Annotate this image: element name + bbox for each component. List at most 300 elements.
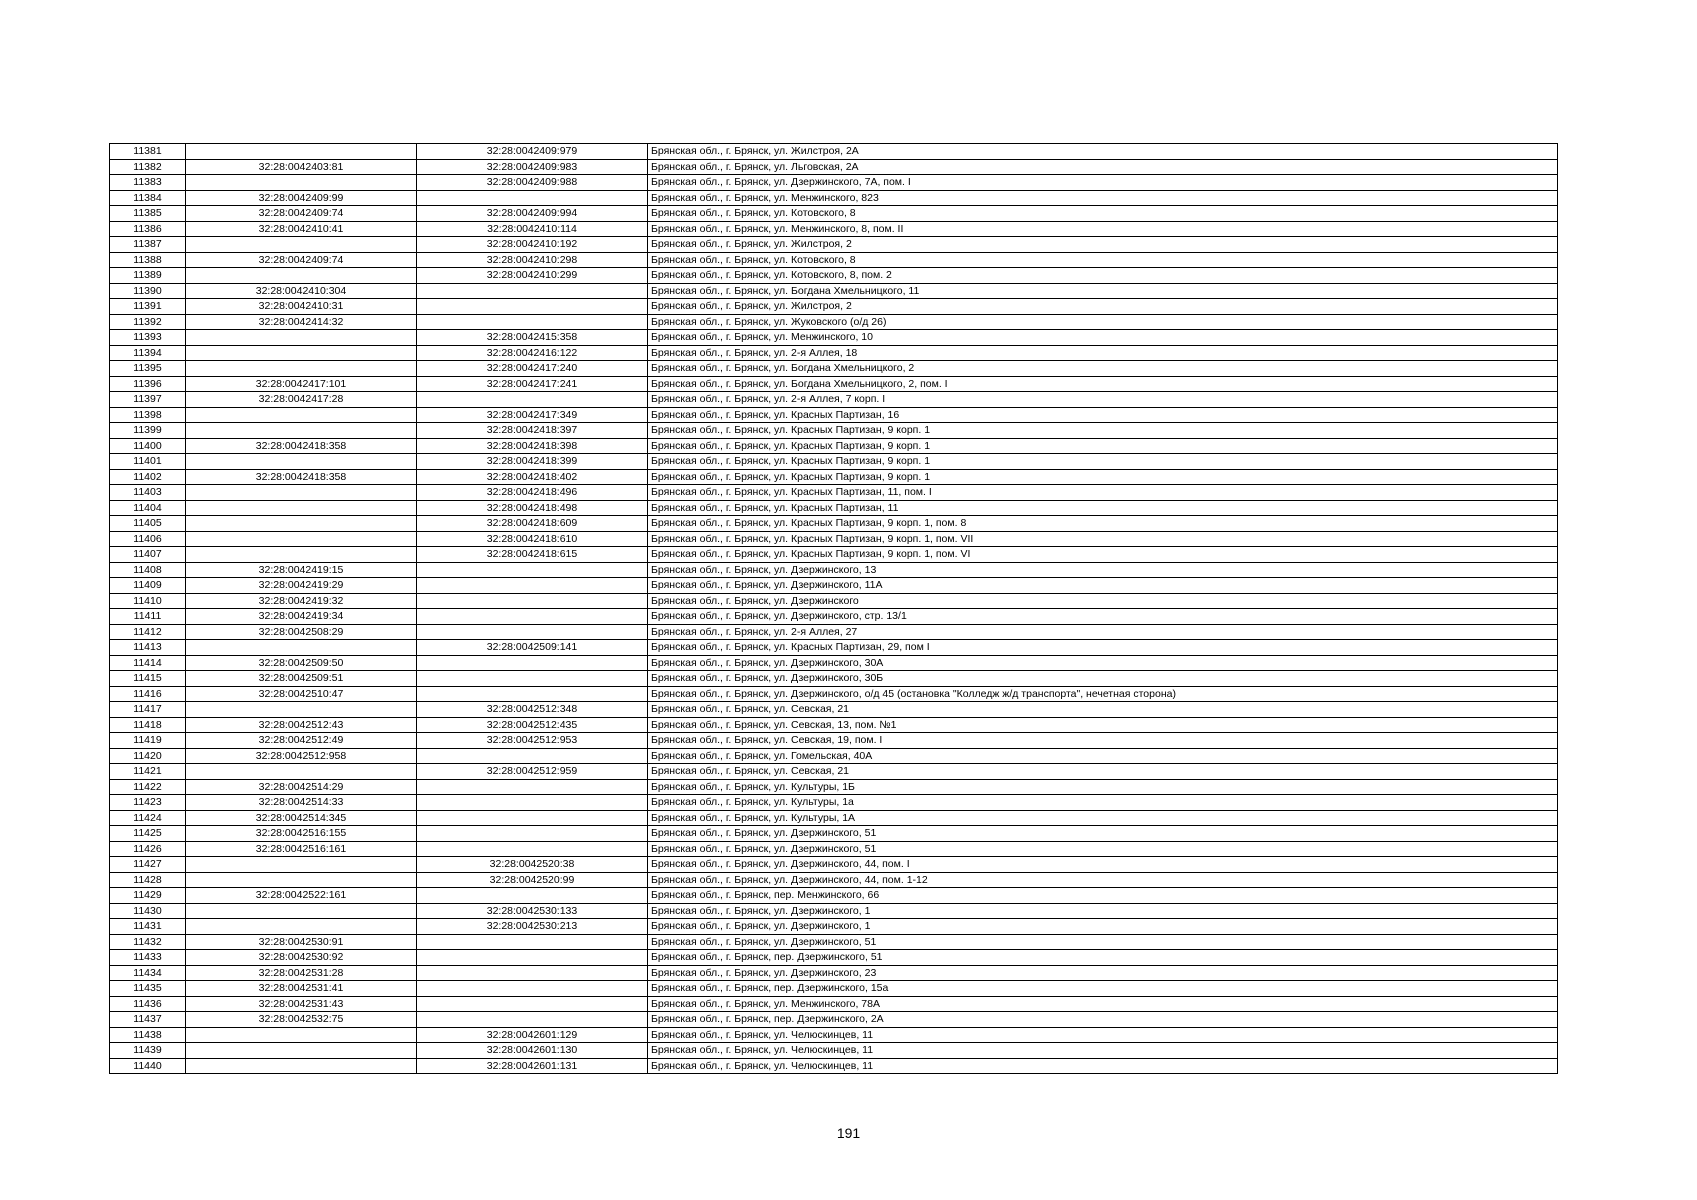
object-cadastral-number-cell: 32:28:0042417:241: [417, 376, 648, 392]
land-cadastral-number-cell: 32:28:0042409:74: [186, 206, 417, 222]
object-cadastral-number-cell: 32:28:0042410:192: [417, 237, 648, 253]
object-cadastral-number-cell: [417, 299, 648, 315]
row-number-cell: 11436: [110, 996, 186, 1012]
land-cadastral-number-cell: [186, 144, 417, 160]
land-cadastral-number-cell: 32:28:0042512:958: [186, 748, 417, 764]
address-cell: Брянская обл., г. Брянск, ул. Красных Партизан, 11, пом. I: [648, 485, 1558, 501]
table-row: [110, 810, 1558, 826]
object-cadastral-number-cell: 32:28:0042418:399: [417, 454, 648, 470]
row-number-cell: 11410: [110, 593, 186, 609]
object-cadastral-number-cell: [417, 1012, 648, 1028]
register-table: [109, 143, 1558, 1074]
table-row: [110, 950, 1558, 966]
address-cell: Брянская обл., г. Брянск, ул. Менжинского, 78А: [648, 996, 1558, 1012]
row-number-cell: 11411: [110, 609, 186, 625]
table-row: [110, 764, 1558, 780]
object-cadastral-number-cell: [417, 624, 648, 640]
address-cell: Брянская обл., г. Брянск, ул. Культуры, 1А: [648, 810, 1558, 826]
row-number-cell: 11425: [110, 826, 186, 842]
address-cell: Брянская обл., г. Брянск, ул. 2-я Аллея, 7 корп. I: [648, 392, 1558, 408]
address-cell: Брянская обл., г. Брянск, ул. Дзержинского, 51: [648, 934, 1558, 950]
row-number-cell: 11412: [110, 624, 186, 640]
land-cadastral-number-cell: 32:28:0042418:358: [186, 469, 417, 485]
address-cell: Брянская обл., г. Брянск, ул. Котовского, 8: [648, 206, 1558, 222]
register-table-body: [110, 144, 1558, 1074]
table-row: [110, 531, 1558, 547]
object-cadastral-number-cell: 32:28:0042520:99: [417, 872, 648, 888]
table-row: [110, 299, 1558, 315]
land-cadastral-number-cell: 32:28:0042419:34: [186, 609, 417, 625]
object-cadastral-number-cell: 32:28:0042416:122: [417, 345, 648, 361]
address-cell: Брянская обл., г. Брянск, ул. Котовского, 8, пом. 2: [648, 268, 1558, 284]
row-number-cell: 11424: [110, 810, 186, 826]
address-cell: Брянская обл., г. Брянск, ул. Дзержинского, 1: [648, 919, 1558, 935]
land-cadastral-number-cell: 32:28:0042514:33: [186, 795, 417, 811]
address-cell: Брянская обл., г. Брянск, ул. Жилстроя, 2А: [648, 144, 1558, 160]
land-cadastral-number-cell: [186, 500, 417, 516]
row-number-cell: 11408: [110, 562, 186, 578]
object-cadastral-number-cell: 32:28:0042530:213: [417, 919, 648, 935]
row-number-cell: 11398: [110, 407, 186, 423]
object-cadastral-number-cell: [417, 655, 648, 671]
land-cadastral-number-cell: 32:28:0042410:41: [186, 221, 417, 237]
address-cell: Брянская обл., г. Брянск, пер. Дзержинского, 15а: [648, 981, 1558, 997]
address-cell: Брянская обл., г. Брянск, ул. Жуковского (о/д 26): [648, 314, 1558, 330]
object-cadastral-number-cell: [417, 810, 648, 826]
object-cadastral-number-cell: 32:28:0042418:402: [417, 469, 648, 485]
address-cell: Брянская обл., г. Брянск, ул. Дзержинского, о/д 45 (остановка "Колледж ж/д транспорта", нечетная сторона): [648, 686, 1558, 702]
land-cadastral-number-cell: 32:28:0042514:345: [186, 810, 417, 826]
table-row: [110, 376, 1558, 392]
object-cadastral-number-cell: [417, 392, 648, 408]
object-cadastral-number-cell: [417, 826, 648, 842]
land-cadastral-number-cell: 32:28:0042509:51: [186, 671, 417, 687]
object-cadastral-number-cell: [417, 578, 648, 594]
object-cadastral-number-cell: [417, 779, 648, 795]
land-cadastral-number-cell: [186, 872, 417, 888]
address-cell: Брянская обл., г. Брянск, ул. 2-я Аллея, 18: [648, 345, 1558, 361]
table-row: [110, 314, 1558, 330]
land-cadastral-number-cell: [186, 175, 417, 191]
row-number-cell: 11423: [110, 795, 186, 811]
object-cadastral-number-cell: 32:28:0042418:609: [417, 516, 648, 532]
object-cadastral-number-cell: 32:28:0042409:988: [417, 175, 648, 191]
address-cell: Брянская обл., г. Брянск, ул. Богдана Хмельницкого, 2: [648, 361, 1558, 377]
land-cadastral-number-cell: [186, 640, 417, 656]
row-number-cell: 11426: [110, 841, 186, 857]
row-number-cell: 11382: [110, 159, 186, 175]
object-cadastral-number-cell: 32:28:0042601:129: [417, 1027, 648, 1043]
table-row: [110, 175, 1558, 191]
table-row: [110, 857, 1558, 873]
land-cadastral-number-cell: 32:28:0042508:29: [186, 624, 417, 640]
table-row: [110, 872, 1558, 888]
object-cadastral-number-cell: [417, 562, 648, 578]
object-cadastral-number-cell: [417, 795, 648, 811]
row-number-cell: 11399: [110, 423, 186, 439]
land-cadastral-number-cell: 32:28:0042419:15: [186, 562, 417, 578]
address-cell: Брянская обл., г. Брянск, ул. Менжинского, 10: [648, 330, 1558, 346]
object-cadastral-number-cell: [417, 934, 648, 950]
table-row: [110, 903, 1558, 919]
land-cadastral-number-cell: 32:28:0042418:358: [186, 438, 417, 454]
table-row: [110, 345, 1558, 361]
table-row: [110, 717, 1558, 733]
row-number-cell: 11393: [110, 330, 186, 346]
object-cadastral-number-cell: 32:28:0042410:299: [417, 268, 648, 284]
land-cadastral-number-cell: [186, 407, 417, 423]
table-row: [110, 686, 1558, 702]
address-cell: Брянская обл., г. Брянск, пер. Дзержинского, 51: [648, 950, 1558, 966]
row-number-cell: 11400: [110, 438, 186, 454]
row-number-cell: 11427: [110, 857, 186, 873]
table-row: [110, 190, 1558, 206]
table-row: [110, 795, 1558, 811]
object-cadastral-number-cell: [417, 190, 648, 206]
address-cell: Брянская обл., г. Брянск, ул. Дзержинского, 51: [648, 841, 1558, 857]
object-cadastral-number-cell: 32:28:0042601:131: [417, 1058, 648, 1074]
row-number-cell: 11433: [110, 950, 186, 966]
land-cadastral-number-cell: 32:28:0042512:49: [186, 733, 417, 749]
object-cadastral-number-cell: 32:28:0042417:240: [417, 361, 648, 377]
row-number-cell: 11434: [110, 965, 186, 981]
row-number-cell: 11389: [110, 268, 186, 284]
object-cadastral-number-cell: 32:28:0042417:349: [417, 407, 648, 423]
row-number-cell: 11381: [110, 144, 186, 160]
row-number-cell: 11414: [110, 655, 186, 671]
table-row: [110, 268, 1558, 284]
land-cadastral-number-cell: [186, 1043, 417, 1059]
object-cadastral-number-cell: [417, 593, 648, 609]
row-number-cell: 11438: [110, 1027, 186, 1043]
object-cadastral-number-cell: [417, 283, 648, 299]
object-cadastral-number-cell: 32:28:0042512:348: [417, 702, 648, 718]
land-cadastral-number-cell: 32:28:0042510:47: [186, 686, 417, 702]
row-number-cell: 11439: [110, 1043, 186, 1059]
row-number-cell: 11440: [110, 1058, 186, 1074]
land-cadastral-number-cell: 32:28:0042419:32: [186, 593, 417, 609]
table-row: [110, 996, 1558, 1012]
land-cadastral-number-cell: [186, 764, 417, 780]
address-cell: Брянская обл., г. Брянск, ул. Льговская, 2А: [648, 159, 1558, 175]
address-cell: Брянская обл., г. Брянск, ул. Челюскинцев, 11: [648, 1058, 1558, 1074]
address-cell: Брянская обл., г. Брянск, ул. Дзержинского, 23: [648, 965, 1558, 981]
address-cell: Брянская обл., г. Брянск, ул. Богдана Хмельницкого, 11: [648, 283, 1558, 299]
table-row: [110, 981, 1558, 997]
table-row: [110, 624, 1558, 640]
address-cell: Брянская обл., г. Брянск, ул. Красных Партизан, 9 корп. 1: [648, 438, 1558, 454]
row-number-cell: 11428: [110, 872, 186, 888]
row-number-cell: 11437: [110, 1012, 186, 1028]
row-number-cell: 11391: [110, 299, 186, 315]
address-cell: Брянская обл., г. Брянск, ул. Гомельская, 40А: [648, 748, 1558, 764]
land-cadastral-number-cell: [186, 237, 417, 253]
address-cell: Брянская обл., г. Брянск, ул. Красных Партизан, 9 корп. 1, пом. VI: [648, 547, 1558, 563]
land-cadastral-number-cell: [186, 857, 417, 873]
object-cadastral-number-cell: 32:28:0042418:398: [417, 438, 648, 454]
table-row: [110, 919, 1558, 935]
land-cadastral-number-cell: 32:28:0042409:74: [186, 252, 417, 268]
row-number-cell: 11409: [110, 578, 186, 594]
address-cell: Брянская обл., г. Брянск, ул. Культуры, 1а: [648, 795, 1558, 811]
land-cadastral-number-cell: 32:28:0042530:91: [186, 934, 417, 950]
object-cadastral-number-cell: 32:28:0042512:435: [417, 717, 648, 733]
table-row: [110, 748, 1558, 764]
address-cell: Брянская обл., г. Брянск, ул. Красных Партизан, 11: [648, 500, 1558, 516]
object-cadastral-number-cell: 32:28:0042418:610: [417, 531, 648, 547]
row-number-cell: 11404: [110, 500, 186, 516]
table-row: [110, 779, 1558, 795]
row-number-cell: 11383: [110, 175, 186, 191]
address-cell: Брянская обл., г. Брянск, ул. Дзержинского, 44, пом. I: [648, 857, 1558, 873]
row-number-cell: 11415: [110, 671, 186, 687]
table-row: [110, 1043, 1558, 1059]
table-row: [110, 888, 1558, 904]
row-number-cell: 11397: [110, 392, 186, 408]
land-cadastral-number-cell: 32:28:0042410:304: [186, 283, 417, 299]
row-number-cell: 11406: [110, 531, 186, 547]
address-cell: Брянская обл., г. Брянск, ул. Жилстроя, 2: [648, 237, 1558, 253]
land-cadastral-number-cell: [186, 702, 417, 718]
land-cadastral-number-cell: 32:28:0042417:101: [186, 376, 417, 392]
table-row: [110, 655, 1558, 671]
table-row: [110, 562, 1558, 578]
object-cadastral-number-cell: 32:28:0042418:615: [417, 547, 648, 563]
object-cadastral-number-cell: 32:28:0042409:994: [417, 206, 648, 222]
row-number-cell: 11390: [110, 283, 186, 299]
address-cell: Брянская обл., г. Брянск, ул. Красных Партизан, 9 корп. 1: [648, 423, 1558, 439]
row-number-cell: 11401: [110, 454, 186, 470]
address-cell: Брянская обл., г. Брянск, пер. Дзержинского, 2А: [648, 1012, 1558, 1028]
row-number-cell: 11430: [110, 903, 186, 919]
row-number-cell: 11395: [110, 361, 186, 377]
table-row: [110, 144, 1558, 160]
address-cell: Брянская обл., г. Брянск, ул. Севская, 13, пом. №1: [648, 717, 1558, 733]
object-cadastral-number-cell: 32:28:0042418:496: [417, 485, 648, 501]
address-cell: Брянская обл., г. Брянск, ул. Дзержинского, 44, пом. 1-12: [648, 872, 1558, 888]
address-cell: Брянская обл., г. Брянск, ул. Севская, 21: [648, 764, 1558, 780]
address-cell: Брянская обл., г. Брянск, ул. Дзержинского, стр. 13/1: [648, 609, 1558, 625]
object-cadastral-number-cell: 32:28:0042512:959: [417, 764, 648, 780]
object-cadastral-number-cell: 32:28:0042512:953: [417, 733, 648, 749]
address-cell: Брянская обл., г. Брянск, ул. Жилстроя, 2: [648, 299, 1558, 315]
row-number-cell: 11407: [110, 547, 186, 563]
address-cell: Брянская обл., г. Брянск, ул. Дзержинского, 30А: [648, 655, 1558, 671]
object-cadastral-number-cell: 32:28:0042410:114: [417, 221, 648, 237]
object-cadastral-number-cell: [417, 841, 648, 857]
land-cadastral-number-cell: 32:28:0042419:29: [186, 578, 417, 594]
row-number-cell: 11388: [110, 252, 186, 268]
land-cadastral-number-cell: 32:28:0042410:31: [186, 299, 417, 315]
address-cell: Брянская обл., г. Брянск, ул. Севская, 21: [648, 702, 1558, 718]
table-row: [110, 593, 1558, 609]
table-row: [110, 454, 1558, 470]
land-cadastral-number-cell: 32:28:0042516:161: [186, 841, 417, 857]
object-cadastral-number-cell: 32:28:0042601:130: [417, 1043, 648, 1059]
page-number: 191: [836, 1125, 861, 1141]
object-cadastral-number-cell: [417, 888, 648, 904]
address-cell: Брянская обл., г. Брянск, пер. Менжинского, 66: [648, 888, 1558, 904]
land-cadastral-number-cell: [186, 1027, 417, 1043]
address-cell: Брянская обл., г. Брянск, ул. Красных Партизан, 29, пом I: [648, 640, 1558, 656]
address-cell: Брянская обл., г. Брянск, ул. Дзержинского, 30Б: [648, 671, 1558, 687]
object-cadastral-number-cell: 32:28:0042409:983: [417, 159, 648, 175]
table-row: [110, 237, 1558, 253]
object-cadastral-number-cell: [417, 748, 648, 764]
address-cell: Брянская обл., г. Брянск, ул. Челюскинцев, 11: [648, 1043, 1558, 1059]
address-cell: Брянская обл., г. Брянск, ул. Культуры, 1Б: [648, 779, 1558, 795]
land-cadastral-number-cell: [186, 516, 417, 532]
land-cadastral-number-cell: [186, 268, 417, 284]
table-row: [110, 500, 1558, 516]
land-cadastral-number-cell: 32:28:0042417:28: [186, 392, 417, 408]
land-cadastral-number-cell: [186, 330, 417, 346]
object-cadastral-number-cell: [417, 314, 648, 330]
row-number-cell: 11417: [110, 702, 186, 718]
land-cadastral-number-cell: 32:28:0042530:92: [186, 950, 417, 966]
object-cadastral-number-cell: [417, 671, 648, 687]
object-cadastral-number-cell: 32:28:0042418:498: [417, 500, 648, 516]
object-cadastral-number-cell: 32:28:0042530:133: [417, 903, 648, 919]
land-cadastral-number-cell: 32:28:0042531:43: [186, 996, 417, 1012]
table-row: [110, 330, 1558, 346]
row-number-cell: 11387: [110, 237, 186, 253]
row-number-cell: 11405: [110, 516, 186, 532]
land-cadastral-number-cell: 32:28:0042403:81: [186, 159, 417, 175]
table-row: [110, 733, 1558, 749]
land-cadastral-number-cell: [186, 454, 417, 470]
table-row: [110, 671, 1558, 687]
table-row: [110, 965, 1558, 981]
object-cadastral-number-cell: [417, 965, 648, 981]
address-cell: Брянская обл., г. Брянск, ул. Челюскинцев, 11: [648, 1027, 1558, 1043]
row-number-cell: 11416: [110, 686, 186, 702]
object-cadastral-number-cell: 32:28:0042409:979: [417, 144, 648, 160]
land-cadastral-number-cell: [186, 423, 417, 439]
row-number-cell: 11403: [110, 485, 186, 501]
table-row: [110, 252, 1558, 268]
table-row: [110, 423, 1558, 439]
object-cadastral-number-cell: [417, 950, 648, 966]
address-cell: Брянская обл., г. Брянск, ул. Красных Партизан, 9 корп. 1: [648, 454, 1558, 470]
address-cell: Брянская обл., г. Брянск, ул. Дзержинского, 1: [648, 903, 1558, 919]
address-cell: Брянская обл., г. Брянск, ул. 2-я Аллея, 27: [648, 624, 1558, 640]
object-cadastral-number-cell: [417, 609, 648, 625]
row-number-cell: 11392: [110, 314, 186, 330]
row-number-cell: 11384: [110, 190, 186, 206]
land-cadastral-number-cell: 32:28:0042509:50: [186, 655, 417, 671]
object-cadastral-number-cell: 32:28:0042410:298: [417, 252, 648, 268]
row-number-cell: 11385: [110, 206, 186, 222]
object-cadastral-number-cell: 32:28:0042509:141: [417, 640, 648, 656]
address-cell: Брянская обл., г. Брянск, ул. Дзержинского, 11А: [648, 578, 1558, 594]
row-number-cell: 11396: [110, 376, 186, 392]
row-number-cell: 11422: [110, 779, 186, 795]
land-cadastral-number-cell: 32:28:0042522:161: [186, 888, 417, 904]
row-number-cell: 11386: [110, 221, 186, 237]
object-cadastral-number-cell: [417, 981, 648, 997]
land-cadastral-number-cell: [186, 485, 417, 501]
table-row: [110, 485, 1558, 501]
land-cadastral-number-cell: 32:28:0042531:41: [186, 981, 417, 997]
table-row: [110, 1058, 1558, 1074]
table-row: [110, 407, 1558, 423]
table-row: [110, 516, 1558, 532]
table-row: [110, 159, 1558, 175]
table-row: [110, 469, 1558, 485]
row-number-cell: 11429: [110, 888, 186, 904]
row-number-cell: 11431: [110, 919, 186, 935]
address-cell: Брянская обл., г. Брянск, ул. Красных Партизан, 9 корп. 1: [648, 469, 1558, 485]
table-row: [110, 578, 1558, 594]
land-cadastral-number-cell: 32:28:0042409:99: [186, 190, 417, 206]
address-cell: Брянская обл., г. Брянск, ул. Дзержинского, 51: [648, 826, 1558, 842]
row-number-cell: 11435: [110, 981, 186, 997]
address-cell: Брянская обл., г. Брянск, ул. Красных Партизан, 9 корп. 1, пом. VII: [648, 531, 1558, 547]
row-number-cell: 11413: [110, 640, 186, 656]
address-cell: Брянская обл., г. Брянск, ул. Красных Партизан, 9 корп. 1, пом. 8: [648, 516, 1558, 532]
row-number-cell: 11402: [110, 469, 186, 485]
table-row: [110, 206, 1558, 222]
table-row: [110, 361, 1558, 377]
land-cadastral-number-cell: [186, 531, 417, 547]
row-number-cell: 11420: [110, 748, 186, 764]
row-number-cell: 11421: [110, 764, 186, 780]
row-number-cell: 11394: [110, 345, 186, 361]
address-cell: Брянская обл., г. Брянск, ул. Дзержинского, 7А, пом. I: [648, 175, 1558, 191]
address-cell: Брянская обл., г. Брянск, ул. Севская, 19, пом. I: [648, 733, 1558, 749]
table-row: [110, 392, 1558, 408]
table-row: [110, 1027, 1558, 1043]
table-row: [110, 609, 1558, 625]
object-cadastral-number-cell: 32:28:0042520:38: [417, 857, 648, 873]
land-cadastral-number-cell: [186, 547, 417, 563]
land-cadastral-number-cell: 32:28:0042514:29: [186, 779, 417, 795]
object-cadastral-number-cell: [417, 686, 648, 702]
table-row: [110, 841, 1558, 857]
land-cadastral-number-cell: [186, 345, 417, 361]
table-row: [110, 221, 1558, 237]
land-cadastral-number-cell: 32:28:0042414:32: [186, 314, 417, 330]
table-row: [110, 547, 1558, 563]
land-cadastral-number-cell: [186, 903, 417, 919]
address-cell: Брянская обл., г. Брянск, ул. Дзержинского, 13: [648, 562, 1558, 578]
address-cell: Брянская обл., г. Брянск, ул. Менжинского, 823: [648, 190, 1558, 206]
land-cadastral-number-cell: [186, 1058, 417, 1074]
object-cadastral-number-cell: 32:28:0042415:358: [417, 330, 648, 346]
land-cadastral-number-cell: [186, 919, 417, 935]
land-cadastral-number-cell: [186, 361, 417, 377]
table-row: [110, 826, 1558, 842]
address-cell: Брянская обл., г. Брянск, ул. Дзержинского: [648, 593, 1558, 609]
land-cadastral-number-cell: 32:28:0042516:155: [186, 826, 417, 842]
land-cadastral-number-cell: 32:28:0042532:75: [186, 1012, 417, 1028]
table-row: [110, 283, 1558, 299]
table-row: [110, 640, 1558, 656]
table-row: [110, 934, 1558, 950]
address-cell: Брянская обл., г. Брянск, ул. Котовского, 8: [648, 252, 1558, 268]
table-row: [110, 438, 1558, 454]
land-cadastral-number-cell: 32:28:0042512:43: [186, 717, 417, 733]
table-row: [110, 702, 1558, 718]
row-number-cell: 11419: [110, 733, 186, 749]
address-cell: Брянская обл., г. Брянск, ул. Менжинского, 8, пом. II: [648, 221, 1558, 237]
object-cadastral-number-cell: 32:28:0042418:397: [417, 423, 648, 439]
land-cadastral-number-cell: 32:28:0042531:28: [186, 965, 417, 981]
address-cell: Брянская обл., г. Брянск, ул. Красных Партизан, 16: [648, 407, 1558, 423]
table-row: [110, 1012, 1558, 1028]
row-number-cell: 11432: [110, 934, 186, 950]
